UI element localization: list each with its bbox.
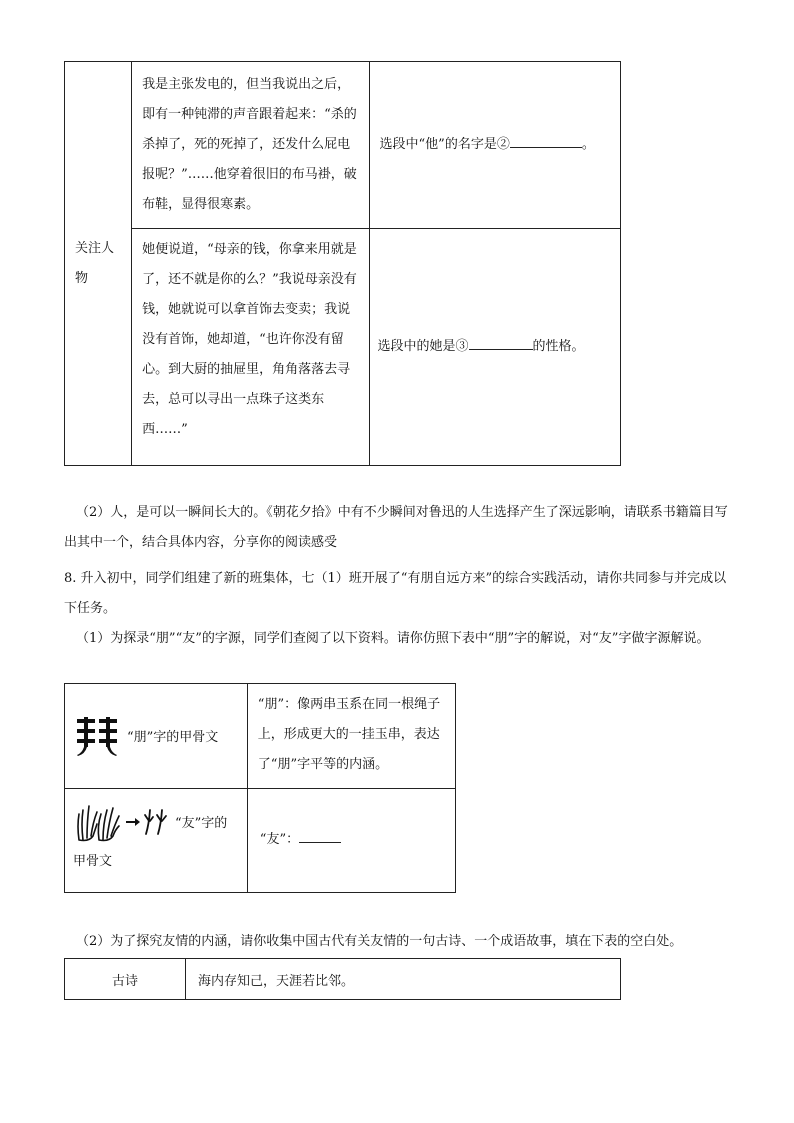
question-8-1: （1）为探录“朋”“友”的字源，同学们查阅了以下资料。请你仿照下表中“朋”字的解说，对“友”字做字源解说。 bbox=[76, 631, 710, 646]
passage-text-2: 她便说道，“母亲的钱，你拿来用就是了，还不就是你的么？”我说母亲没有钱，她就说可以拿首饰去变卖；我说没有首饰，她却道，“也许你没有留心。到大厨的抽屉里，角角落落去寻去，总可以寻出一点珠子这类东西……” bbox=[142, 242, 357, 437]
category-cell bbox=[65, 62, 132, 466]
poem-label: 古诗 bbox=[111, 973, 138, 989]
you-oracle-glyph-icon bbox=[143, 807, 169, 837]
peng-explain-text: “朋”：像两串玉系在同一根绳子上，形成更大的一挂玉串，表达了“朋”字平等的内涵。 bbox=[257, 697, 441, 772]
question-end-1: 。 bbox=[581, 137, 595, 152]
passage-cell-2 bbox=[132, 229, 369, 466]
poem-label-cell bbox=[65, 959, 186, 1000]
answer-blank-2[interactable] bbox=[510, 131, 582, 148]
you-explain-cell bbox=[247, 788, 455, 893]
question-cell-2 bbox=[369, 229, 620, 466]
hands-glyph-icon bbox=[73, 800, 123, 844]
you-answer-blank[interactable] bbox=[299, 826, 341, 843]
peng-glyph-cell bbox=[65, 684, 248, 789]
friendship-table bbox=[64, 958, 621, 1000]
question-text-1: 选段中“他”的名字是② bbox=[379, 137, 510, 152]
question-cell-1 bbox=[369, 62, 620, 229]
question-end-2: 的性格。 bbox=[532, 339, 585, 354]
peng-explain-cell bbox=[247, 684, 455, 789]
question-8: 8. 升入初中，同学们组建了新的班集体，七（1）班开展了“有朋自远方来”的综合实践活动，请你共同参与并完成以下任务。 bbox=[64, 571, 727, 616]
passage-cell-1 bbox=[132, 62, 369, 229]
poem-value: 海内存知己，天涯若比邻。 bbox=[198, 973, 355, 989]
question-text-2: 选段中的她是③ bbox=[377, 339, 469, 354]
category-label: 关注人物 bbox=[75, 240, 115, 286]
answer-blank-3[interactable] bbox=[469, 333, 533, 350]
you-glyph-label-a: “友”字的 bbox=[175, 816, 228, 831]
you-explain-label: “友”： bbox=[259, 832, 300, 848]
peng-glyph-label: “朋”字的甲骨文 bbox=[127, 730, 219, 746]
character-table bbox=[64, 61, 621, 466]
arrow-icon bbox=[125, 817, 141, 827]
poem-value-cell bbox=[186, 959, 621, 1000]
question-7-2: （2）人，是可以一瞬间长大的。《朝花夕拾》中有不少瞬间对鲁迅的人生选择产生了深远影响，请联系书籍篇目写出其中一个，结合具体内容，分享你的阅读感受 bbox=[64, 505, 728, 550]
you-glyph-cell bbox=[65, 788, 248, 893]
peng-oracle-glyph-icon bbox=[73, 715, 123, 757]
etymology-table bbox=[64, 683, 456, 893]
you-glyph-label-b: 甲骨文 bbox=[73, 853, 113, 869]
question-8-2: （2）为了探究友情的内涵，请你收集中国古代有关友情的一句古诗、一个成语故事，填在下表的空白处。 bbox=[76, 934, 683, 949]
passage-text-1: 我是主张发电的，但当我说出之后，即有一种钝滞的声音跟着起来：“杀的杀掉了，死的死掉了，还发什么屁电报呢？”……他穿着很旧的布马褂，破布鞋，显得很寒素。 bbox=[142, 77, 357, 212]
